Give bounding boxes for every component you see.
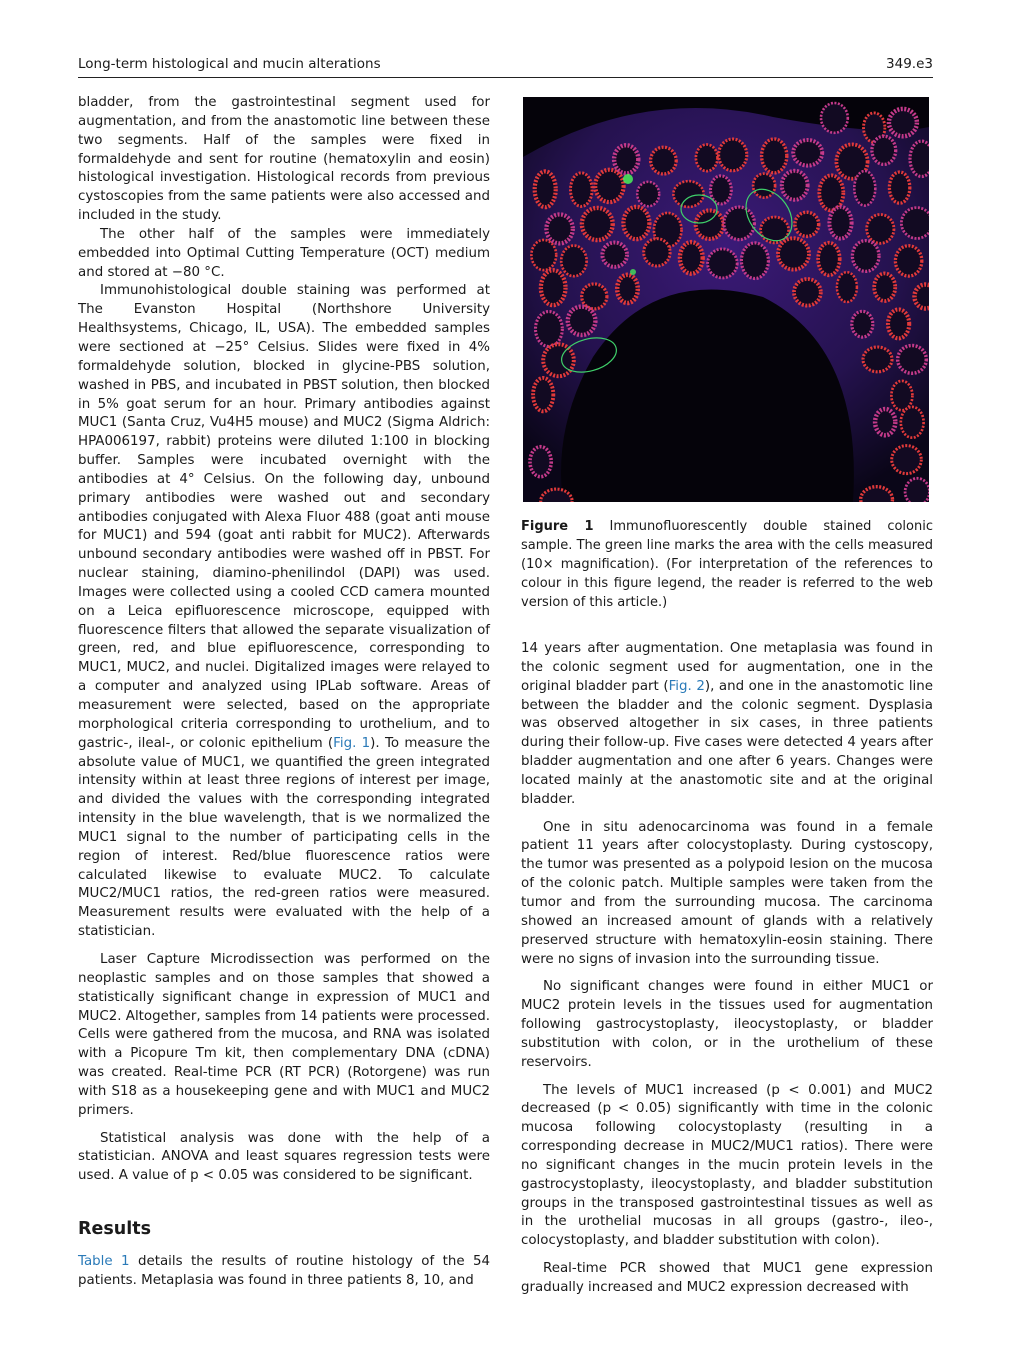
crypt-gland (644, 239, 670, 266)
crypt-gland (793, 140, 822, 166)
crypt-gland (888, 309, 909, 338)
crypt-gland (561, 246, 586, 277)
paragraph: One in situ adenocarcinoma was found in a female patient 11 years after colocystoplasty. During cystoscopy, the tumor was presented as a polypoid lesion on the mucosa of the colonic patch. Multiple samples were taken from the tumor and from the surrounding mucosa. The carcinoma showed an increased amount of glands with a relatively preserved structure with hematoxylin-eosin staining. There were no signs of invasion into the surrounding tissue. (521, 819, 933, 967)
paragraph-text: ), and one in the anastomotic line between the bladder and the colonic segment. Dysplasia was observed altogether in six cases, in three patients during their follow-up. Five cases were detected 4 years after bladder augmentation and one after 6 years. Changes were located mainly at the anastomotic site and at the original bladder. (521, 678, 933, 807)
paragraph-methods (78, 282, 490, 942)
crypt-gland (794, 279, 821, 306)
crypt-gland (901, 407, 924, 438)
figure-1-caption (521, 517, 933, 612)
page-number: 349.e3 (886, 56, 933, 72)
fluorescence-micrograph (523, 97, 929, 502)
paragraph-text: Immunohistological double staining was performed at The Evanston Hospital (Northshore University Healthsystems, Chicago, IL, USA). The embedded samples were sectioned at −25° Celsius. Slides were fixed in 4% formaldehyde solution, blocked in glycine-PBS solution, washed in PBS, and incubated in PBST solution, then blocked in 5% goat serum for an hour. Primary antibodies against MUC1 (Santa Cruz, Vu4H5 mouse) and MUC2 (Sigma Aldrich: HPA006197, rabbit) proteins were diluted 1:100 in blocking buffer. Samples were incubated overnight with the antibodies at 4° Celsius. On the following day, unbound primary antibodies were washed out and secondary antibodies conjugated with Alexa Fluor 488 (goat anti mouse for MUC1) and 594 (goat anti rabbit for MUC2). Afterwards unbound secondary antibodies were washed off in PBST. For nuclear staining, diamino-phenilindol (DAPI) was used. Images were collected using a cooled CCD camera mounted on a Leica epifluorescence microscope, equipped with fluorescence filters that allowed the separate visualization of green, red, and blue epifluorescence, corresponding to MUC1, MUC2, and nuclei. Digitalized images were relayed to a computer and analyzed using IPLab software. Areas of measurement were selected, based on the appropriate morphological criteria corresponding to urothelium, and to gastric-, ileal-, or colonic epithelium ( (78, 283, 490, 751)
paragraph: The levels of MUC1 increased (p < 0.001) and MUC2 decreased (p < 0.05) significantly with time in the colonic mucosa following colocystoplasty (resulting in a corresponding decrease in MUC2/MUC1 ratios). There were no significant changes in the mucin protein levels in the gastrocystoplasty, ileocystoplasty, and bladder substitution groups in the transposed gastrointestinal tissues as well as in the urothelial mucosas in all groups (gastro-, ileo-, colocystoplasty, and bladder substitution with colon). (521, 1082, 933, 1249)
crypt-gland (905, 478, 929, 502)
crypt-gland (696, 145, 718, 172)
green-signal (623, 174, 633, 184)
crypt-gland (891, 381, 912, 410)
crypt-gland (546, 214, 572, 243)
crypt-gland (719, 139, 747, 171)
paragraph: The other half of the samples were immediately embedded into Optimal Cutting Temperature (OCT) medium and stored at −80 °C. (78, 226, 490, 280)
caption-text: Immunofluorescently double stained colonic sample. The green line marks the area with the cells measured (10× magnification). (For interpretation of the references to colour in this figure legend, the reader is referred to the web version of this article.) (521, 519, 933, 610)
paragraph: Real-time PCR showed that MUC1 gene expression gradually increased and MUC2 expression decreased with (521, 1261, 933, 1295)
crypt-gland (895, 246, 921, 276)
paragraph-text: 14 years after augmentation. One metaplasia was found in the colonic segment used for augmentation, one in the original bladder part ( (521, 641, 933, 694)
crypt-gland (673, 181, 703, 207)
crypt-gland (892, 446, 922, 474)
crypt-gland (867, 215, 894, 244)
paragraph (521, 640, 933, 810)
crypt-gland (595, 170, 623, 202)
figure-1-link[interactable]: Fig. 1 (333, 735, 371, 751)
section-heading-results: Results (78, 1219, 151, 1240)
crypt-gland (852, 241, 879, 272)
crypt-gland (741, 243, 768, 279)
paragraph: Statistical analysis was done with the help of a statistician. ANOVA and least squares regression tests were used. A value of p < 0.05 was considered to be significant. (78, 1130, 490, 1184)
crypt-gland (795, 212, 819, 236)
paragraph: Laser Capture Microdissection was performed on the neoplastic samples and on those samples that showed a statistically significant change in expression of MUC1 and MUC2. Altogether, samples from 14 patients were processed. Cells were gathered from the mucosa, and RNA was isolated with a Picopure Tm kit, then complementary DNA (cDNA) was created. Real-time PCR (RT PCR) (Rotorgene) was run with S18 as a housekeeping gene and with MUC1 and MUC2 primers. (78, 951, 490, 1118)
crypt-gland (854, 171, 875, 206)
crypt-gland (863, 347, 892, 372)
running-header (78, 55, 933, 78)
figure-2-link[interactable]: Fig. 2 (668, 678, 705, 694)
paragraph: bladder, from the gastrointestinal segment used for augmentation, and from the anastomotic line between these two segments. Half of the samples were fixed in formaldehyde and sent for routine (hematoxylin and eosin) histological investigation. Histological records from previous cystoscopies from the same patients were also accessed and included in the study. (78, 95, 490, 224)
paragraph-text: ). To measure the absolute value of MUC1, we quantified the green integrated intensity within at least three regions of interest per image, and divided the values with the corresponding integrated intensity in the blue wavelength, that is we normalized the MUC1 signal to the number of participating cells in the region of interest. Red/blue fluorescence ratios were calculated likewise to evaluate MUC2. To calculate MUC2/MUC1 ratios, the red-green ratios were measured. Measurement results were evaluated with the help of a statistician. (78, 735, 491, 940)
crypt-gland (852, 311, 873, 337)
crypt-gland (872, 136, 896, 164)
crypt-gland (821, 103, 848, 133)
crypt-gland (543, 344, 574, 376)
crypt-gland (680, 242, 703, 274)
crypt-gland (875, 409, 895, 435)
crypt-gland (837, 272, 857, 302)
paragraph-results (78, 1253, 490, 1291)
crypt-gland (898, 346, 927, 374)
crypt-gland (778, 238, 809, 269)
crypt-gland (541, 270, 566, 305)
crypt-gland (614, 145, 638, 173)
table-1-link[interactable]: Table 1 (78, 1253, 130, 1269)
crypt-gland (782, 171, 808, 200)
crypt-gland (536, 312, 563, 347)
crypt-gland (901, 208, 929, 239)
green-signal (630, 269, 636, 275)
crypt-gland (582, 284, 607, 309)
crypt-gland (711, 176, 732, 204)
crypt-gland (531, 240, 556, 270)
crypt-gland (889, 109, 917, 136)
crypt-gland (535, 171, 556, 207)
crypt-gland (874, 273, 895, 301)
paragraph: No significant changes were found in either MUC1 or MUC2 protein levels in the tissues used for augmentation following gastrocystoplasty, ileocystoplasty, or bladder substitution with colon, or in the urothelium of these reservoirs. (521, 979, 933, 1070)
crypt-gland (533, 378, 553, 411)
crypt-gland (762, 139, 787, 173)
crypt-gland (753, 174, 775, 198)
crypt-gland (617, 275, 638, 303)
figure-1-image (523, 97, 929, 502)
crypt-gland (708, 249, 738, 278)
right-column (521, 640, 933, 1298)
running-title: Long-term histological and mucin alterations (78, 56, 381, 72)
crypt-gland (651, 147, 677, 174)
crypt-gland (530, 447, 551, 477)
crypt-gland (829, 207, 851, 239)
left-column (78, 94, 490, 1291)
crypt-gland (637, 182, 659, 206)
figure-label: Figure 1 (521, 519, 594, 534)
crypt-gland (818, 243, 840, 276)
crypt-gland (571, 173, 593, 207)
paragraph-text: details the results of routine histology of the 54 patients. Metaplasia was found in three patients 8, 10, and (78, 1253, 491, 1288)
crypt-gland (602, 243, 627, 267)
crypt-gland (889, 172, 909, 203)
crypt-gland (696, 210, 724, 239)
crypt-gland (724, 207, 755, 240)
crypt-gland (623, 207, 649, 239)
crypt-gland (582, 208, 613, 240)
crypt-gland (568, 307, 596, 335)
crypt-gland (861, 487, 893, 502)
